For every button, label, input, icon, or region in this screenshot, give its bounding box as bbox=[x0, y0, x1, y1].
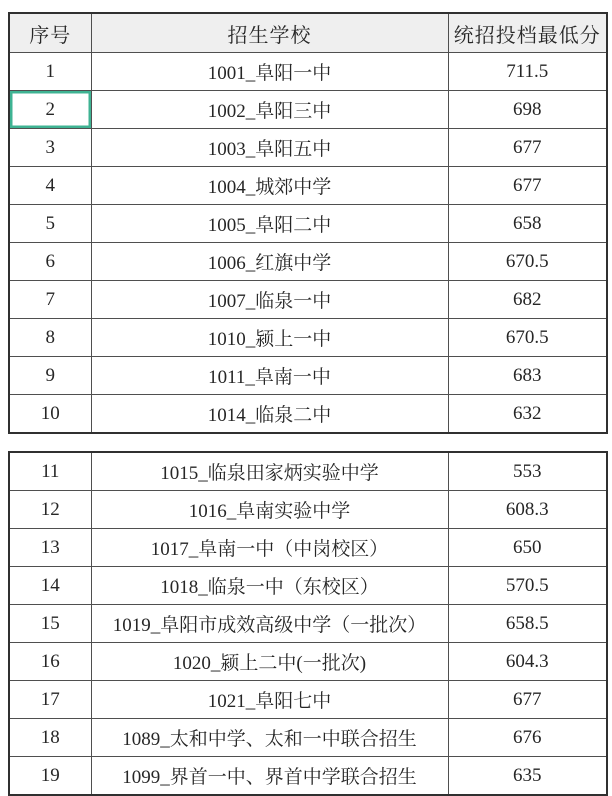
cell-no[interactable]: 13 bbox=[9, 529, 91, 567]
cell-score[interactable]: 658 bbox=[448, 205, 607, 243]
cell-school[interactable]: 1001_阜阳一中 bbox=[91, 53, 448, 91]
spreadsheet-area bbox=[8, 12, 606, 796]
cell-school[interactable]: 1006_红旗中学 bbox=[91, 243, 448, 281]
cell-no[interactable]: 19 bbox=[9, 757, 91, 796]
cell-no[interactable]: 1 bbox=[9, 53, 91, 91]
cell-no[interactable]: 3 bbox=[9, 129, 91, 167]
cell-no[interactable]: 14 bbox=[9, 567, 91, 605]
table-row bbox=[9, 319, 607, 357]
cell-score[interactable]: 677 bbox=[448, 681, 607, 719]
cell-no[interactable]: 5 bbox=[9, 205, 91, 243]
scores-table-block1 bbox=[8, 12, 608, 434]
cell-no[interactable]: 7 bbox=[9, 281, 91, 319]
cell-score[interactable]: 658.5 bbox=[448, 605, 607, 643]
table-row bbox=[9, 643, 607, 681]
cell-no[interactable]: 17 bbox=[9, 681, 91, 719]
cell-no[interactable]: 10 bbox=[9, 395, 91, 434]
table-gap bbox=[8, 434, 606, 451]
cell-score[interactable]: 698 bbox=[448, 91, 607, 129]
cell-score[interactable]: 670.5 bbox=[448, 243, 607, 281]
cell-score[interactable]: 682 bbox=[448, 281, 607, 319]
table-row bbox=[9, 605, 607, 643]
cell-score[interactable]: 632 bbox=[448, 395, 607, 434]
table-row bbox=[9, 91, 607, 129]
cell-school[interactable]: 1015_临泉田家炳实验中学 bbox=[91, 452, 448, 491]
cell-score[interactable]: 683 bbox=[448, 357, 607, 395]
cell-score[interactable]: 650 bbox=[448, 529, 607, 567]
cell-score[interactable]: 553 bbox=[448, 452, 607, 491]
header-index-cell[interactable]: 序号 bbox=[9, 13, 91, 53]
cell-school[interactable]: 1007_临泉一中 bbox=[91, 281, 448, 319]
cell-school[interactable]: 1021_阜阳七中 bbox=[91, 681, 448, 719]
cell-score[interactable]: 608.3 bbox=[448, 491, 607, 529]
cell-no[interactable]: 9 bbox=[9, 357, 91, 395]
cell-school[interactable]: 1089_太和中学、太和一中联合招生 bbox=[91, 719, 448, 757]
cell-score[interactable]: 676 bbox=[448, 719, 607, 757]
cell-score[interactable]: 677 bbox=[448, 167, 607, 205]
table-row bbox=[9, 529, 607, 567]
cell-school[interactable]: 1011_阜南一中 bbox=[91, 357, 448, 395]
cell-school[interactable]: 1004_城郊中学 bbox=[91, 167, 448, 205]
table-row bbox=[9, 719, 607, 757]
scores-table-block2 bbox=[8, 451, 608, 796]
header-row bbox=[9, 13, 607, 53]
table-row bbox=[9, 452, 607, 491]
cell-score[interactable]: 570.5 bbox=[448, 567, 607, 605]
cell-school[interactable]: 1005_阜阳二中 bbox=[91, 205, 448, 243]
cell-score[interactable]: 635 bbox=[448, 757, 607, 796]
cell-no[interactable]: 12 bbox=[9, 491, 91, 529]
table-row bbox=[9, 491, 607, 529]
cell-school[interactable]: 1003_阜阳五中 bbox=[91, 129, 448, 167]
cell-no[interactable]: 18 bbox=[9, 719, 91, 757]
header-school-cell[interactable]: 招生学校 bbox=[91, 13, 448, 53]
table-row bbox=[9, 167, 607, 205]
table-row bbox=[9, 567, 607, 605]
cell-school[interactable]: 1020_颍上二中(一批次) bbox=[91, 643, 448, 681]
cell-school[interactable]: 1019_阜阳市成效高级中学（一批次） bbox=[91, 605, 448, 643]
cell-school[interactable]: 1099_界首一中、界首中学联合招生 bbox=[91, 757, 448, 796]
table-row bbox=[9, 395, 607, 434]
table-row bbox=[9, 357, 607, 395]
table-row bbox=[9, 53, 607, 91]
table-row bbox=[9, 243, 607, 281]
table-row bbox=[9, 205, 607, 243]
cell-score[interactable]: 604.3 bbox=[448, 643, 607, 681]
cell-school[interactable]: 1016_阜南实验中学 bbox=[91, 491, 448, 529]
cell-school[interactable]: 1010_颍上一中 bbox=[91, 319, 448, 357]
table-row bbox=[9, 129, 607, 167]
cell-no[interactable]: 15 bbox=[9, 605, 91, 643]
cell-school[interactable]: 1018_临泉一中（东校区） bbox=[91, 567, 448, 605]
cell-no[interactable]: 6 bbox=[9, 243, 91, 281]
cell-no[interactable]: 8 bbox=[9, 319, 91, 357]
table-row bbox=[9, 681, 607, 719]
cell-no[interactable]: 11 bbox=[9, 452, 91, 491]
cell-score[interactable]: 677 bbox=[448, 129, 607, 167]
cell-score[interactable]: 711.5 bbox=[448, 53, 607, 91]
cell-school[interactable]: 1017_阜南一中（中岗校区） bbox=[91, 529, 448, 567]
header-score-cell[interactable]: 统招投档最低分 bbox=[448, 13, 607, 53]
cell-no-selected[interactable]: 2 bbox=[9, 91, 91, 129]
cell-school[interactable]: 1002_阜阳三中 bbox=[91, 91, 448, 129]
cell-no[interactable]: 16 bbox=[9, 643, 91, 681]
table-row bbox=[9, 757, 607, 796]
table-row bbox=[9, 281, 607, 319]
cell-school[interactable]: 1014_临泉二中 bbox=[91, 395, 448, 434]
cell-score[interactable]: 670.5 bbox=[448, 319, 607, 357]
cell-no[interactable]: 4 bbox=[9, 167, 91, 205]
